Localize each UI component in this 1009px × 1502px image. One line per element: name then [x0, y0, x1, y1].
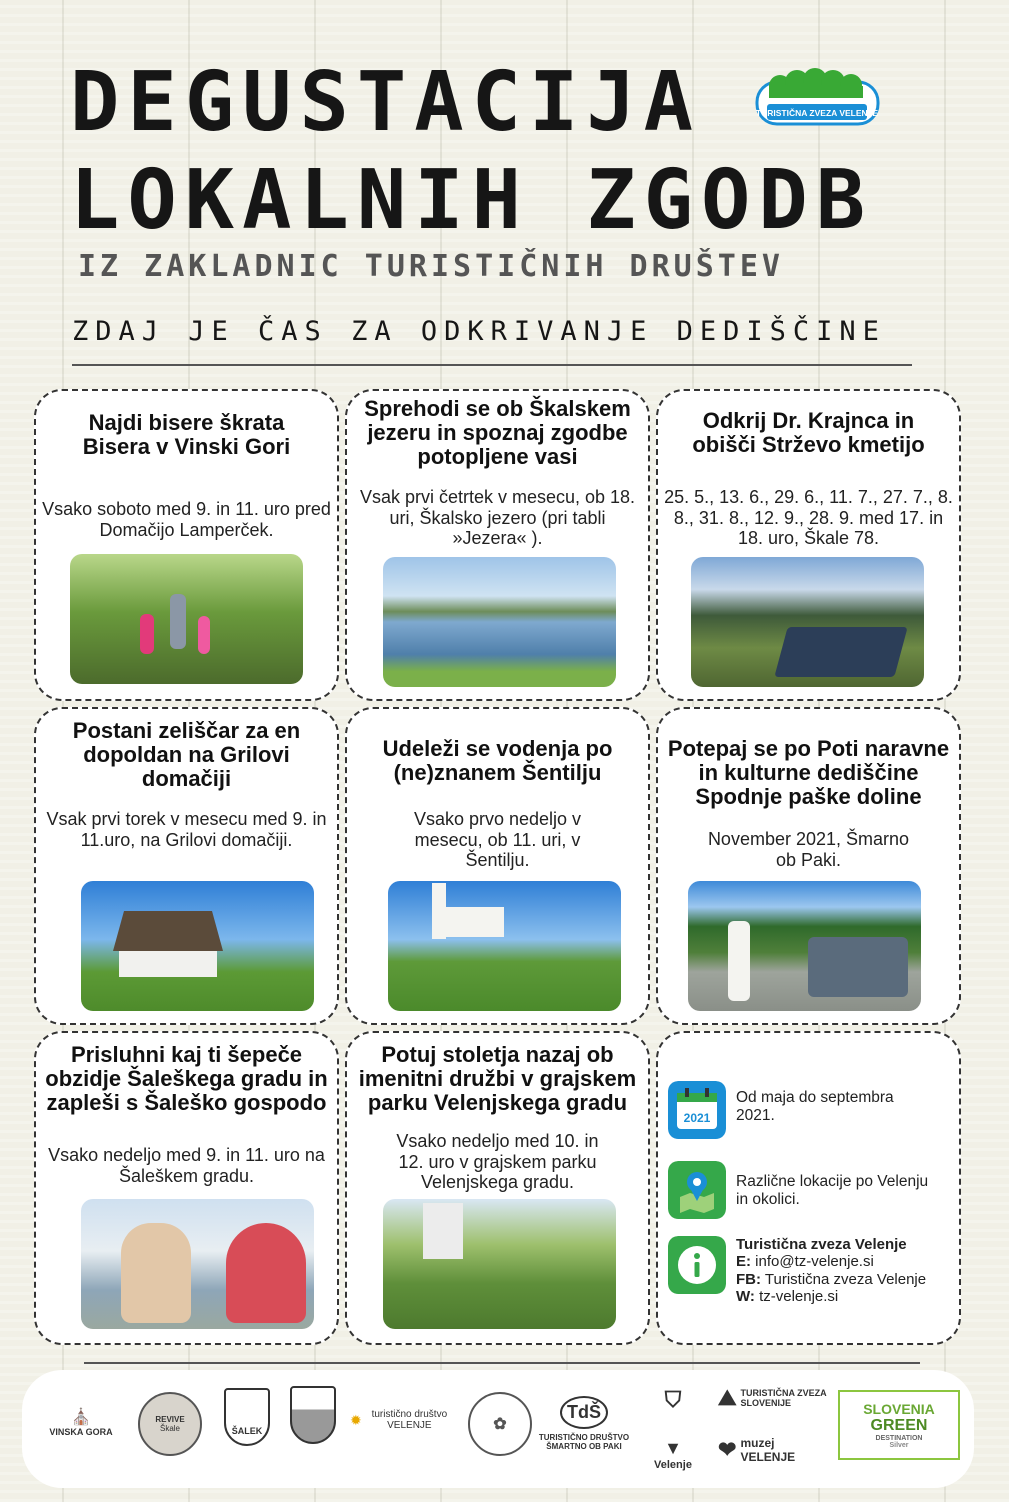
- logo-revive: [138, 1392, 202, 1456]
- card-text: Vsako prvo nedeljo v mesecu, ob 11. uri, v Šentilju.: [413, 809, 582, 871]
- logo-velenje: ▼ Velenje: [654, 1437, 692, 1471]
- contact-org: Turistična zveza Velenje: [736, 1236, 907, 1253]
- logo-salek-shield: [224, 1388, 270, 1446]
- event-card-saleski-grad: [34, 1031, 339, 1345]
- subtitle: IZ ZAKLADNIC TURISTIČNIH DRUŠTEV: [78, 249, 784, 284]
- divider-top: [72, 364, 912, 366]
- event-card-sentilj: [345, 707, 650, 1025]
- event-card-strzevo-kmetija: [656, 389, 961, 701]
- green-line-1: SLOVENIA: [863, 1401, 935, 1417]
- sponsor-footer: [22, 1370, 974, 1488]
- card-title: Postani zeliščar za en dopoldan na Grilovi domačiji: [72, 718, 301, 792]
- card-text: Vsak prvi torek v mesecu med 9. in 11.uro, na Grilovi domačiji.: [46, 809, 327, 850]
- card-title: Udeleži se vodenja po (ne)znanem Šentilju: [382, 736, 613, 786]
- logo-td-smartno: [538, 1386, 630, 1460]
- info-dates: Od maja do septembra 2021.: [736, 1089, 894, 1124]
- logo-salek-text: ŠALEK: [231, 1426, 263, 1436]
- logo-smartno-text: TURISTIČNO DRUŠTVO ŠMARTNO OB PAKI: [538, 1432, 630, 1451]
- logo-revive-sub: Škale: [159, 1424, 180, 1433]
- event-card-paska-dolina: [656, 707, 961, 1025]
- shield-icon: [290, 1386, 336, 1444]
- logo-td-velenje-text: turistično društvo VELENJE: [371, 1409, 448, 1431]
- info-icon: [668, 1236, 726, 1294]
- green-line-4: Silver: [889, 1442, 909, 1449]
- logo-text: TURISTIČNA ZVEZA VELENJE: [755, 108, 879, 118]
- green-line-3: DESTINATION: [875, 1435, 923, 1442]
- event-card-skalsko-jezero: [345, 389, 650, 701]
- divider-bottom: [84, 1362, 920, 1364]
- web-label: W:: [736, 1287, 755, 1305]
- logo-vinska-gora-text: VINSKA GORA: [49, 1427, 113, 1437]
- email-label: E:: [736, 1253, 751, 1271]
- event-card-vinska-gora: [34, 389, 339, 701]
- card-text: Vsako soboto med 9. in 11. uro pred Domačijo Lamperček.: [42, 499, 331, 540]
- contact-facebook[interactable]: Turistična zveza Velenje: [764, 1270, 927, 1288]
- green-line-2: GREEN: [870, 1417, 928, 1434]
- card-title: Najdi bisere škrata Bisera v Vinski Gori: [82, 410, 291, 460]
- event-card-grilova-domacija: [34, 707, 339, 1025]
- card-title: Sprehodi se ob Škalskem jezeru in spoznaj zgodbe potopljene vasi: [364, 396, 631, 470]
- fb-label: FB:: [736, 1270, 761, 1288]
- contact-email[interactable]: info@tz-velenje.si: [755, 1253, 874, 1271]
- logo-velenje-text: Velenje: [654, 1458, 692, 1471]
- logo-tds-text: TdŠ: [560, 1396, 608, 1429]
- tz-velenje-logo: [755, 68, 880, 126]
- photo-farm-group: [691, 557, 924, 687]
- logo-revive-text: REVIVE: [155, 1415, 185, 1424]
- card-text: Vsak prvi četrtek v mesecu, ob 18. uri, Škalsko jezero (pri tabli »Jezera« ).: [359, 487, 636, 549]
- photo-castle-park: [383, 1199, 616, 1329]
- contact-website[interactable]: tz-velenje.si: [759, 1287, 839, 1305]
- logo-vinska-gora: ⛪ VINSKA GORA: [49, 1409, 113, 1437]
- photo-group-outdoor: [688, 881, 921, 1011]
- logo-muzej-text: muzej VELENJE: [740, 1436, 796, 1464]
- crest-icon: ⛉: [664, 1387, 682, 1412]
- calendar-year: 2021: [683, 1111, 711, 1125]
- photo-lake: [383, 557, 616, 687]
- card-text: 25. 5., 13. 6., 29. 6., 11. 7., 27. 7., 8. 8., 31. 8., 12. 9., 28. 9. med 17. in 18. uro, Škale 78.: [664, 487, 953, 549]
- photo-costumed-couple: [81, 1199, 314, 1329]
- tagline: ZDAJ JE ČAS ZA ODKRIVANJE DEDIŠČINE: [72, 316, 886, 347]
- logo-tz-slovenije: ⛰ TURISTIČNA ZVEZA SLOVENIJE: [718, 1378, 830, 1418]
- logo-flower-seal: ✿: [468, 1392, 532, 1456]
- map-pin-icon: [668, 1161, 726, 1219]
- card-text: Vsako nedeljo med 10. in 12. uro v grajskem parku Velenjskega gradu.: [396, 1131, 599, 1193]
- photo-farmhouse: [81, 881, 314, 1011]
- event-card-velenjski-grad: [345, 1031, 650, 1345]
- logo-tzs-text: TURISTIČNA ZVEZA SLOVENIJE: [740, 1388, 827, 1408]
- card-title: Odkrij Dr. Krajnca in obišči Strževo kmetijo: [692, 408, 925, 458]
- info-locations: Različne lokacije po Velenju in okolici.: [736, 1173, 929, 1208]
- info-card: [656, 1031, 961, 1345]
- title-line-2: LOKALNIH ZGODB: [70, 153, 874, 248]
- title-line-1: DEGUSTACIJA: [70, 55, 702, 150]
- card-title: Potuj stoletja nazaj ob imenitni družbi v grajskem parku Velenjskega gradu: [358, 1042, 637, 1116]
- photo-church-walk: [388, 881, 621, 1011]
- logo-slovenia-green: [838, 1390, 960, 1460]
- card-title: Potepaj se po Poti naravne in kulturne dediščine Spodnje paške doline: [667, 736, 950, 810]
- card-text: November 2021, Šmarno ob Paki.: [707, 829, 910, 870]
- calendar-icon: [668, 1081, 726, 1139]
- logo-td-velenje: ✹ turistično društvo VELENJE: [350, 1400, 454, 1440]
- contact-block: [736, 1236, 958, 1305]
- photo-forest-walk: [70, 554, 303, 684]
- logo-muzej-velenje: ❤ muzej VELENJE: [718, 1430, 830, 1470]
- card-text: Vsako nedeljo med 9. in 11. uro na Šaleškem gradu.: [48, 1145, 325, 1186]
- card-title: Prisluhni kaj ti šepeče obzidje Šaleškega gradu in zapleši s Šaleško gospodo: [45, 1042, 328, 1116]
